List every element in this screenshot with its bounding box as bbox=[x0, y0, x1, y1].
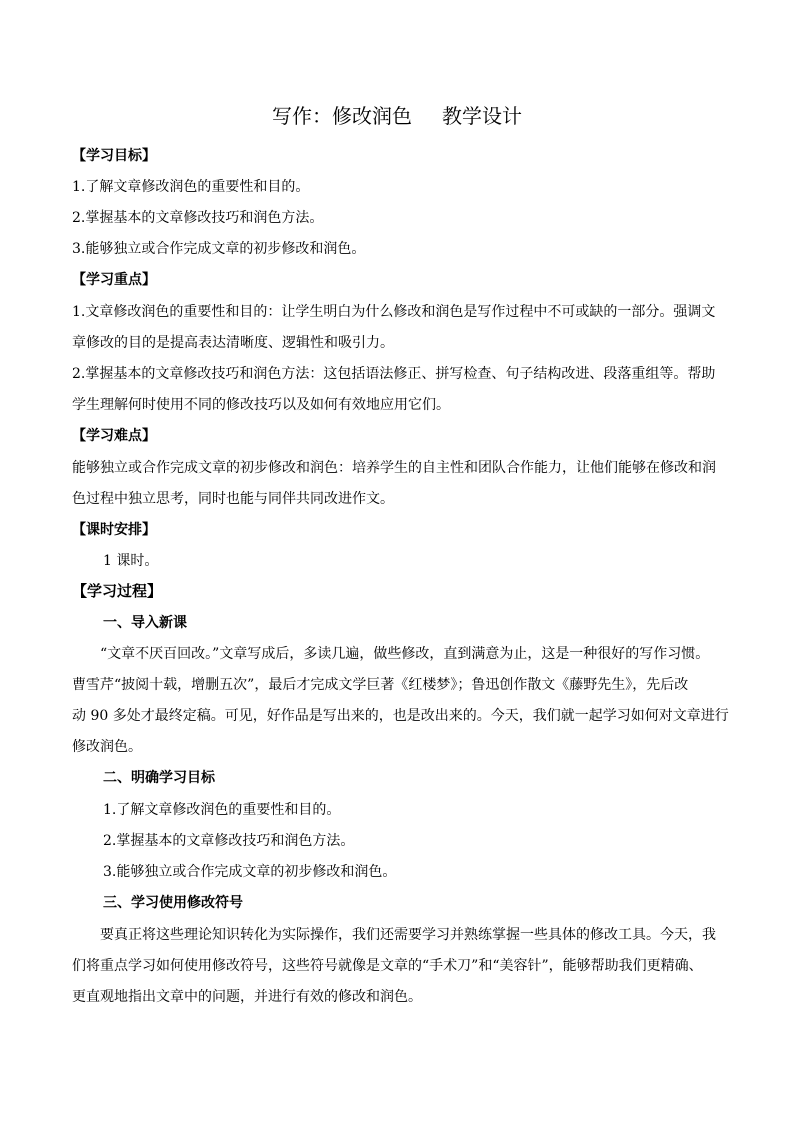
section-1-line-1: “文章不厌百回改。”文章写成后，多读几遍，做些修改，直到满意为止，这是一种很好的写作习惯。 bbox=[100, 646, 710, 662]
process-heading: 【学习过程】 bbox=[72, 582, 163, 600]
keypoint-1-line-1: 1.文章修改润色的重要性和目的：让学生明白为什么修改和润色是写作过程中不可或缺的一部分。强调文 bbox=[72, 304, 716, 320]
difficulty-line-1: 能够独立或合作完成文章的初步修改和润色：培养学生的自主性和团队合作能力，让他们能够在修改和润 bbox=[72, 460, 716, 476]
section-1-line-2: 曹雪芹“披阅十载，增删五次”，最后才完成文学巨著《红楼梦》；鲁迅创作散文《藤野先生》，先后改 bbox=[72, 677, 689, 693]
difficulty-line-2: 色过程中独立思考，同时也能与同伴共同改进作文。 bbox=[72, 491, 394, 507]
goal-item-3: 3.能够独立或合作完成文章的初步修改和润色。 bbox=[72, 241, 366, 257]
difficulty-heading: 【学习难点】 bbox=[72, 428, 156, 444]
schedule-text: 1 课时。 bbox=[103, 553, 159, 569]
title-sub: 教学设计 bbox=[442, 104, 522, 128]
section-3-line-2: 们将重点学习如何使用修改符号，这些符号就像是文章的“手术刀”和“美容针”，能够帮助我们更精确、 bbox=[72, 958, 703, 974]
section-1-heading: 一、导入新课 bbox=[103, 615, 187, 631]
section-3-heading: 三、学习使用修改符号 bbox=[103, 895, 243, 911]
title-main: 写作：修改润色 bbox=[272, 104, 412, 128]
section-2-item-2: 2.掌握基本的文章修改技巧和润色方法。 bbox=[103, 833, 355, 849]
keypoint-2-line-2: 学生理解何时使用不同的修改技巧以及如何有效地应用它们。 bbox=[72, 397, 450, 413]
section-2-item-3: 3.能够独立或合作完成文章的初步修改和润色。 bbox=[103, 864, 397, 880]
goals-heading: 【学习目标】 bbox=[72, 148, 156, 164]
goal-item-1: 1.了解文章修改润色的重要性和目的。 bbox=[72, 179, 310, 195]
section-3-line-3: 更直观地指出文章中的问题，并进行有效的修改和润色。 bbox=[72, 989, 422, 1005]
goal-item-2: 2.掌握基本的文章修改技巧和润色方法。 bbox=[72, 210, 324, 226]
section-3-line-1: 要真正将这些理论知识转化为实际操作，我们还需要学习并熟练掌握一些具体的修改工具。今天，我 bbox=[100, 927, 716, 943]
section-1-line-4: 修改润色。 bbox=[72, 739, 142, 755]
section-1-line-3: 动 90 多处才最终定稿。可见，好作品是写出来的，也是改出来的。今天，我们就一起学习如何对文章进行 bbox=[72, 708, 729, 724]
page-title bbox=[0, 102, 794, 130]
keypoint-2-line-1: 2.掌握基本的文章修改技巧和润色方法：这包括语法修正、拼写检查、句子结构改进、段落重组等。帮助 bbox=[72, 366, 716, 382]
schedule-heading: 【课时安排】 bbox=[72, 522, 156, 538]
keypoints-heading: 【学习重点】 bbox=[72, 272, 156, 288]
section-2-item-1: 1.了解文章修改润色的重要性和目的。 bbox=[103, 802, 341, 818]
keypoint-1-line-2: 章修改的目的是提高表达清晰度、逻辑性和吸引力。 bbox=[72, 335, 394, 351]
section-2-heading: 二、明确学习目标 bbox=[103, 770, 215, 786]
